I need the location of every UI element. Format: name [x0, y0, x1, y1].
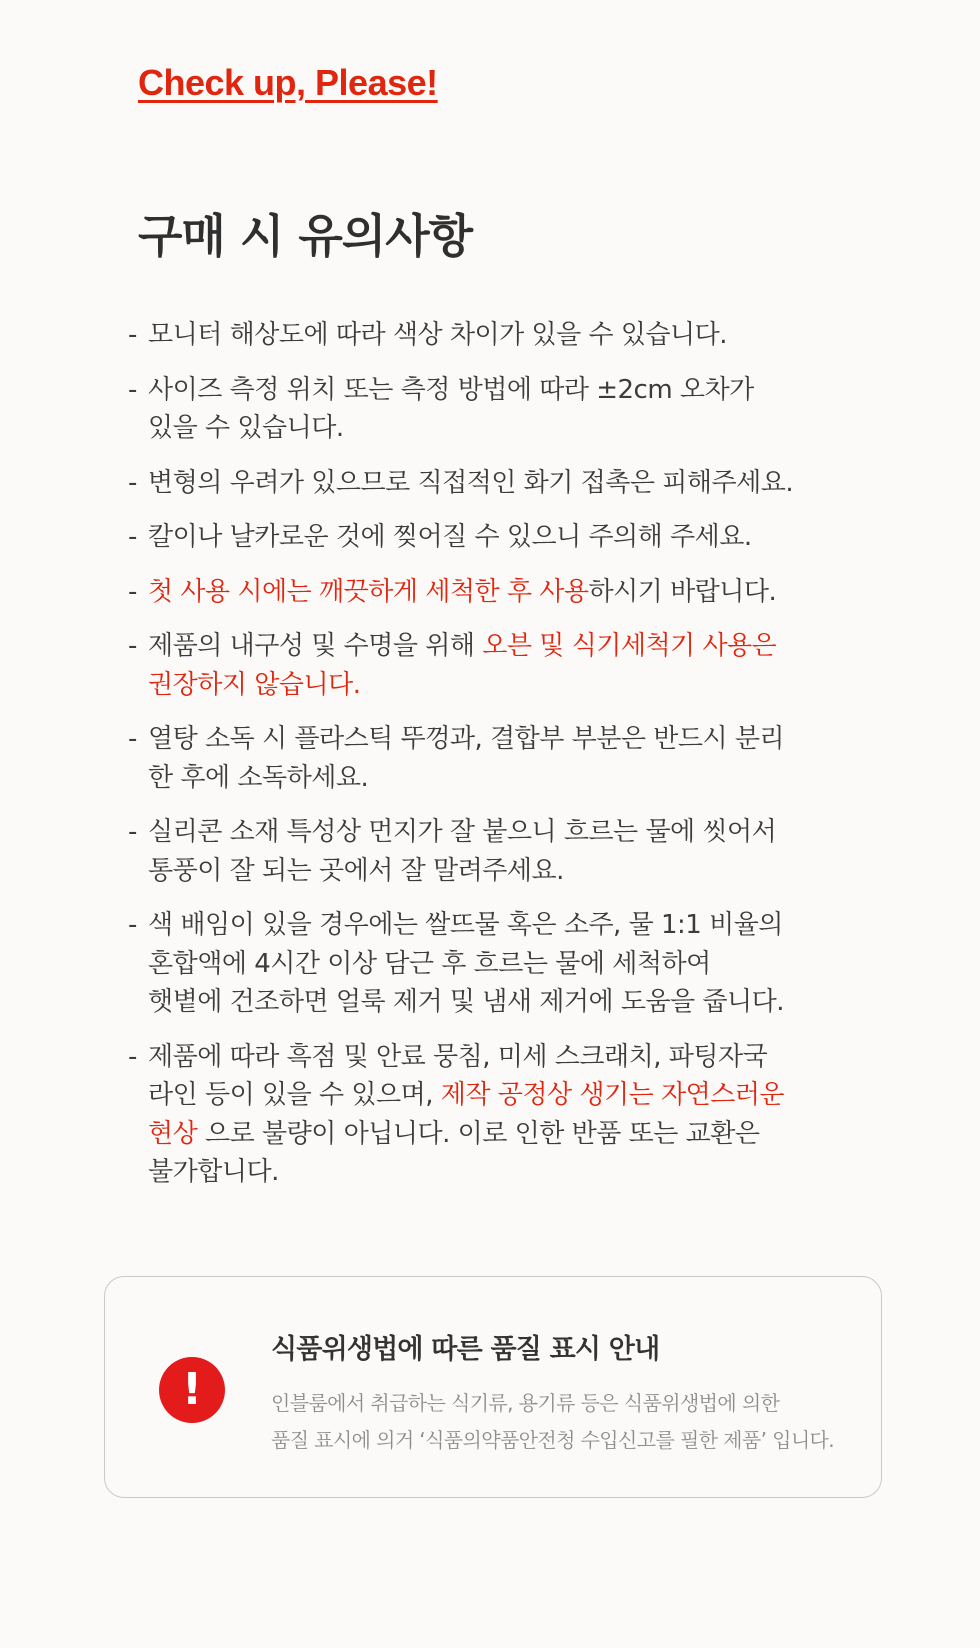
caution-text: 사이즈 측정 위치 또는 측정 방법에 따라 ±2cm 오차가: [148, 374, 754, 405]
bullet-dash: -: [128, 817, 137, 847]
caution-item: [128, 1038, 808, 1192]
caution-line: [148, 631, 776, 661]
bullet-dash: -: [128, 467, 137, 498]
bullet-dash: -: [128, 724, 137, 754]
caution-highlight: 권장하지 않습니다.: [148, 669, 361, 700]
caution-text: 하시기 바랍니다.: [588, 576, 777, 607]
bullet-dash: -: [128, 910, 137, 940]
caution-line: [148, 468, 793, 498]
caution-text: 통풍이 잘 되는 곳에서 잘 말려주세요.: [148, 855, 564, 886]
bullet-dash: -: [128, 631, 137, 661]
caution-text: 불가합니다.: [148, 1157, 279, 1187]
caution-text: 제품의 내구성 및 수명을 위해: [148, 631, 483, 661]
caution-line: [148, 375, 754, 405]
caution-item: [128, 316, 808, 355]
notice-body-line: 인블룸에서 취급하는 식기류, 용기류 등은 식품위생법에 의한: [271, 1391, 780, 1415]
caution-line: [148, 817, 776, 847]
caution-list: [128, 316, 808, 1208]
caution-line: [148, 1115, 808, 1154]
caution-line: [148, 320, 727, 350]
caution-line: [148, 910, 783, 940]
caution-item: [128, 464, 808, 503]
bullet-dash: -: [128, 1041, 137, 1072]
caution-highlight: 오븐 및 식기세척기 사용은: [482, 631, 777, 661]
caution-text: 변형의 우려가 있으므로 직접적인 화기 접촉은 피해주세요.: [148, 467, 794, 498]
caution-item: [128, 720, 808, 797]
caution-line: [148, 666, 808, 705]
caution-text: 한 후에 소독하세요.: [148, 762, 369, 793]
caution-item: [128, 906, 808, 1022]
caution-line: [148, 1153, 808, 1192]
caution-text: 칼이나 날카로운 것에 찢어질 수 있으니 주의해 주세요.: [148, 522, 752, 552]
caution-item: [128, 573, 808, 612]
bullet-dash: -: [128, 522, 137, 552]
caution-line: [148, 1042, 767, 1072]
bullet-dash: -: [128, 320, 137, 350]
caution-text: 으로 불량이 아닙니다. 이로 인한 반품 또는 교환은: [197, 1118, 760, 1149]
caution-line: [148, 577, 776, 607]
caution-item: [128, 627, 808, 704]
bullet-dash: -: [128, 576, 137, 607]
caution-text: 혼합액에 4시간 이상 담근 후 흐르는 물에 세척하여: [148, 948, 711, 979]
caution-line: [148, 522, 752, 552]
caution-line: [148, 759, 808, 798]
caution-text: 색 배임이 있을 경우에는 쌀뜨물 혹은 소주, 물 1:1 비율의: [148, 910, 783, 940]
notice-box: [104, 1276, 882, 1498]
caution-line: [148, 724, 784, 754]
caution-item: [128, 518, 808, 557]
caution-highlight: 첫 사용 시에는 깨끗하게 세척한 후 사용: [148, 576, 589, 607]
caution-highlight: 제작 공정상 생기는 자연스러운: [440, 1080, 785, 1110]
caution-text: 열탕 소독 시 플라스틱 뚜껑과, 결합부 부분은 반드시 분리: [148, 724, 785, 754]
notice-body-line: 품질 표시에 의거 ‘식품의약품안전청 수입신고를 필한 제품’ 입니다.: [271, 1428, 835, 1452]
caution-text: 라인 등이 있을 수 있으며,: [148, 1080, 441, 1110]
caution-line: [148, 852, 808, 891]
exclamation-icon: !: [159, 1357, 225, 1423]
notice-body: [271, 1385, 861, 1459]
caution-line: [148, 409, 808, 448]
notice-title: 식품위생법에 따른 품질 표시 안내: [271, 1334, 660, 1365]
caution-text: 모니터 해상도에 따라 색상 차이가 있을 수 있습니다.: [148, 320, 728, 350]
kicker-heading: Check up, Please!: [138, 62, 438, 103]
caution-line: [148, 1076, 808, 1115]
caution-line: [148, 983, 808, 1022]
caution-item: [128, 813, 808, 890]
caution-text: 실리콘 소재 특성상 먼지가 잘 붙으니 흐르는 물에 씻어서: [148, 817, 777, 847]
caution-item: [128, 371, 808, 448]
caution-text: 있을 수 있습니다.: [148, 413, 344, 443]
page-title: 구매 시 유의사항: [138, 209, 473, 263]
caution-text: 햇볕에 건조하면 얼룩 제거 및 냄새 제거에 도움을 줍니다.: [148, 987, 785, 1017]
caution-text: 제품에 따라 흑점 및 안료 뭉침, 미세 스크래치, 파팅자국: [148, 1041, 768, 1072]
caution-line: [148, 945, 808, 984]
bullet-dash: -: [128, 374, 137, 405]
caution-highlight: 현상: [148, 1118, 198, 1149]
